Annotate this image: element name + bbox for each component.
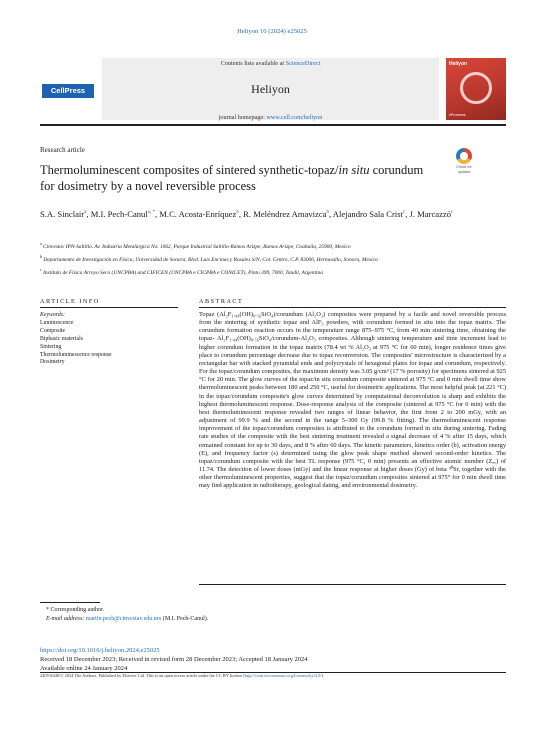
author-affil-link[interactable]: b xyxy=(236,210,239,215)
cellpress-logo-text: CellPress xyxy=(42,84,94,98)
title-part-2: corundum for dosimetry by a novel reversible process xyxy=(40,163,424,193)
license-line xyxy=(40,673,506,678)
corresponding-author-footnote xyxy=(46,606,208,623)
article-history xyxy=(40,646,506,673)
keyword-item: Sintering xyxy=(40,343,62,350)
author-name: M.I. Pech-Canul xyxy=(90,208,148,219)
footnote-rule xyxy=(40,602,100,603)
license-text: 2405-8440/© 2024 The Authors. Published by Elsevier Ltd. This is an open access article under the CC BY license ( xyxy=(40,673,245,678)
doi-link[interactable]: https://doi.org/10.1016/j.heliyon.2024.e25025 xyxy=(40,647,160,654)
homepage-prefix: journal homepage: xyxy=(218,114,267,121)
homepage-line xyxy=(102,114,439,121)
author-name: R. Meléndrez Amavizca xyxy=(243,208,327,219)
affiliation-item xyxy=(40,253,502,265)
author-separator: , xyxy=(154,208,160,219)
affiliation-label: b xyxy=(40,254,42,260)
keyword-item: Composite xyxy=(40,327,66,334)
check-updates-label: Check for updates xyxy=(456,165,472,174)
email-link[interactable]: martin.pech@cinvestav.edu.mx xyxy=(85,615,162,622)
keyword-item: Thermoluminescence response xyxy=(40,351,112,358)
author-affil-link[interactable]: b xyxy=(326,210,329,215)
affiliation-label: c xyxy=(40,267,42,273)
cellpress-logo[interactable] xyxy=(40,58,98,120)
author-list xyxy=(40,206,480,221)
journal-header xyxy=(40,58,506,120)
email-label: E-mail address: xyxy=(46,615,85,622)
article-type: Research article xyxy=(40,146,85,154)
journal-banner xyxy=(102,58,439,120)
keywords-heading: Keywords: xyxy=(40,312,65,318)
journal-cover-image[interactable] xyxy=(446,58,506,120)
affiliation-item xyxy=(40,266,502,278)
keyword-item: Dosimetry xyxy=(40,359,65,366)
journal-citation[interactable]: Heliyon 10 (2024) e25025 xyxy=(237,28,307,35)
author-separator: , xyxy=(328,208,333,219)
sciencedirect-link[interactable]: ScienceDirect xyxy=(285,60,321,67)
affiliation-item xyxy=(40,240,502,252)
header-rule xyxy=(40,124,506,126)
author-affil-link[interactable]: a xyxy=(84,210,87,215)
author-name: S.A. Sinclair xyxy=(40,208,85,219)
abstract-heading: ABSTRACT xyxy=(199,298,244,305)
author-separator: , xyxy=(238,208,244,219)
license-close: ). xyxy=(321,673,325,678)
author-affil-link[interactable]: c xyxy=(402,210,406,215)
author-affil-link[interactable]: c xyxy=(451,210,454,215)
available-online: Available online 24 January 2024 xyxy=(40,665,128,672)
abstract-rule xyxy=(199,307,506,308)
title-part-italic: in situ xyxy=(338,163,370,177)
article-title xyxy=(40,162,440,194)
affiliation-text: Instituto de Física Arroyo Seco (UNCPBA) and CIFICEN (UNCPBA e CICPBA e CONICET), Pinto 399, 7000, Tandil, Argentina xyxy=(43,269,323,276)
abstract-bottom-rule xyxy=(199,584,506,585)
check-for-updates-badge[interactable] xyxy=(452,148,476,176)
license-link[interactable]: http://creativecommons.org/licenses/by/4.0/ xyxy=(244,673,322,678)
author-name: Alejandro Sala Crist xyxy=(332,208,403,219)
cover-ring-graphic xyxy=(460,72,492,104)
affiliation-label: a xyxy=(40,241,42,246)
corresponding-author-label: * Corresponding author. xyxy=(46,607,105,613)
author-separator: , xyxy=(86,208,91,219)
keywords-block xyxy=(40,312,180,367)
email-suffix: (M.I. Pech-Canul). xyxy=(162,615,209,622)
abstract-text: Topaz (Al₂F₁.₄₄(OH)₀.₅₆SiO₄)/corundum (Al₂O₃) composites were prepared by a facile and novel reversible process from the sintering of synthetic topaz and AlF₃ powders, with corundum formed in situ into the topaz matrix. The corundum formation reaction occurs in the temperature range 875–975 °C, from 40 min sintering time, obtaining the topaz- Al₂F₁.₄₄(OH)₀.₅₆SiO₄/corundum-Al₂O₃ composites. Although sintering temperature and time increment lead to higher corundum formation in the topaz matrix (78.4 wt % Al₂O₃ at 975 °C for 60 min), longer residence times give place to corundum percentage decrease due to topaz reconversion. The composites' microstructure is characterized by a rectangular bar with stacked pyramidal ends and polycrystals of hexagonal plates for topaz and corundum, respectively. For the topaz/corundum composites, the maximum density was 3.05 g/cm³ (17 % porosity) for specimens sintered at 925 °C for 20 min. The glow curves of the topaz/in situ corundum composite sintered at 975 °C and 0 min dwell time show thermoluminescent peaks between 180 and 250 °C, useful for dosimetric applications. The most helpful peak (at 221 °C) in the topaz/corundum composite's glow curves determined by computational deconvolution is sharp and exhibits the highest thermoluminescent response. Dose-response analysis of the composite (sintered at 975 °C for 0 min) with the best thermoluminescent response revealed two ranges of linear behavior, the first from 2 to 200 mGy, with an adjustment of 99.9 % and the second in the range 5–300 Gy (99.8 % fitting). The thermoluminescent response improvement of the topaz/corundum composites is attributed to the corundum formed in situ during sintering. Fading rate studies of the composite with the best sintering treatment revealed a signal decrease of 4 % after 15 days, which remained constant for up to 30 days, and 8 % after 60 days. The kinetic parameters, kinetics order (b), activation energy (E), and frequency factor (s) determined using the glow peak shape method showed second-order kinetics. The topaz/corundum composite with the best TL response (975 °C, 0 min) presents an effective atomic number (Zₑ꜀) of 11.74. The detection of lower doses (mGy) and the linear response at higher doses (Gy) of beta ⁹⁰Sr, together with the other thermoluminescent properties, suggest that the topaz/corundum composites sintered at 975° for 0 min dwell time may find application in radiotherapy, geological dating, and environmental dosimetry. xyxy=(199,311,506,490)
affiliation-text: Cinvestav IPN-Saltillo. Av. Industria Metalúrgica No. 1062, Parque Industrial Saltillo-Ramos Arizpe, Ramos Arizpe, Coahuila, 25900, Mexico xyxy=(43,243,351,250)
affiliation-text: Departamento de Investigación en Física, Universidad de Sonora, Blvd. Luis Encinas y Rosales S/N, Col. Centro, C.P. 83000, Hermosillo, Sonora, Mexico xyxy=(43,256,378,263)
homepage-link[interactable]: www.cell.com/heliyon xyxy=(266,114,323,121)
article-info-heading: ARTICLE INFO xyxy=(40,298,100,305)
check-updates-icon xyxy=(456,148,472,164)
journal-name: Heliyon xyxy=(251,82,290,96)
received-dates: Received 18 December 2023; Received in revised form 28 December 2023; Accepted 18 January 2024 xyxy=(40,656,308,663)
email-line xyxy=(46,615,208,624)
contents-prefix: Contents lists available at xyxy=(220,60,286,67)
affiliations xyxy=(40,240,502,279)
contents-line xyxy=(102,60,439,67)
author-name: J. Marcazzó xyxy=(409,208,451,219)
keyword-item: Biphasic materials xyxy=(40,335,83,342)
title-part-1: Thermoluminescent composites of sintered synthetic-topaz/ xyxy=(40,163,339,177)
author-affil-link[interactable]: a, * xyxy=(147,210,155,215)
cover-footer: eProceses xyxy=(449,113,466,117)
keyword-item: Luminescence xyxy=(40,319,74,326)
author-name: M.C. Acosta-Enríquez xyxy=(159,208,237,219)
author-separator: , xyxy=(405,208,410,219)
cover-title: Heliyon xyxy=(449,61,468,67)
article-info-rule xyxy=(40,307,178,308)
